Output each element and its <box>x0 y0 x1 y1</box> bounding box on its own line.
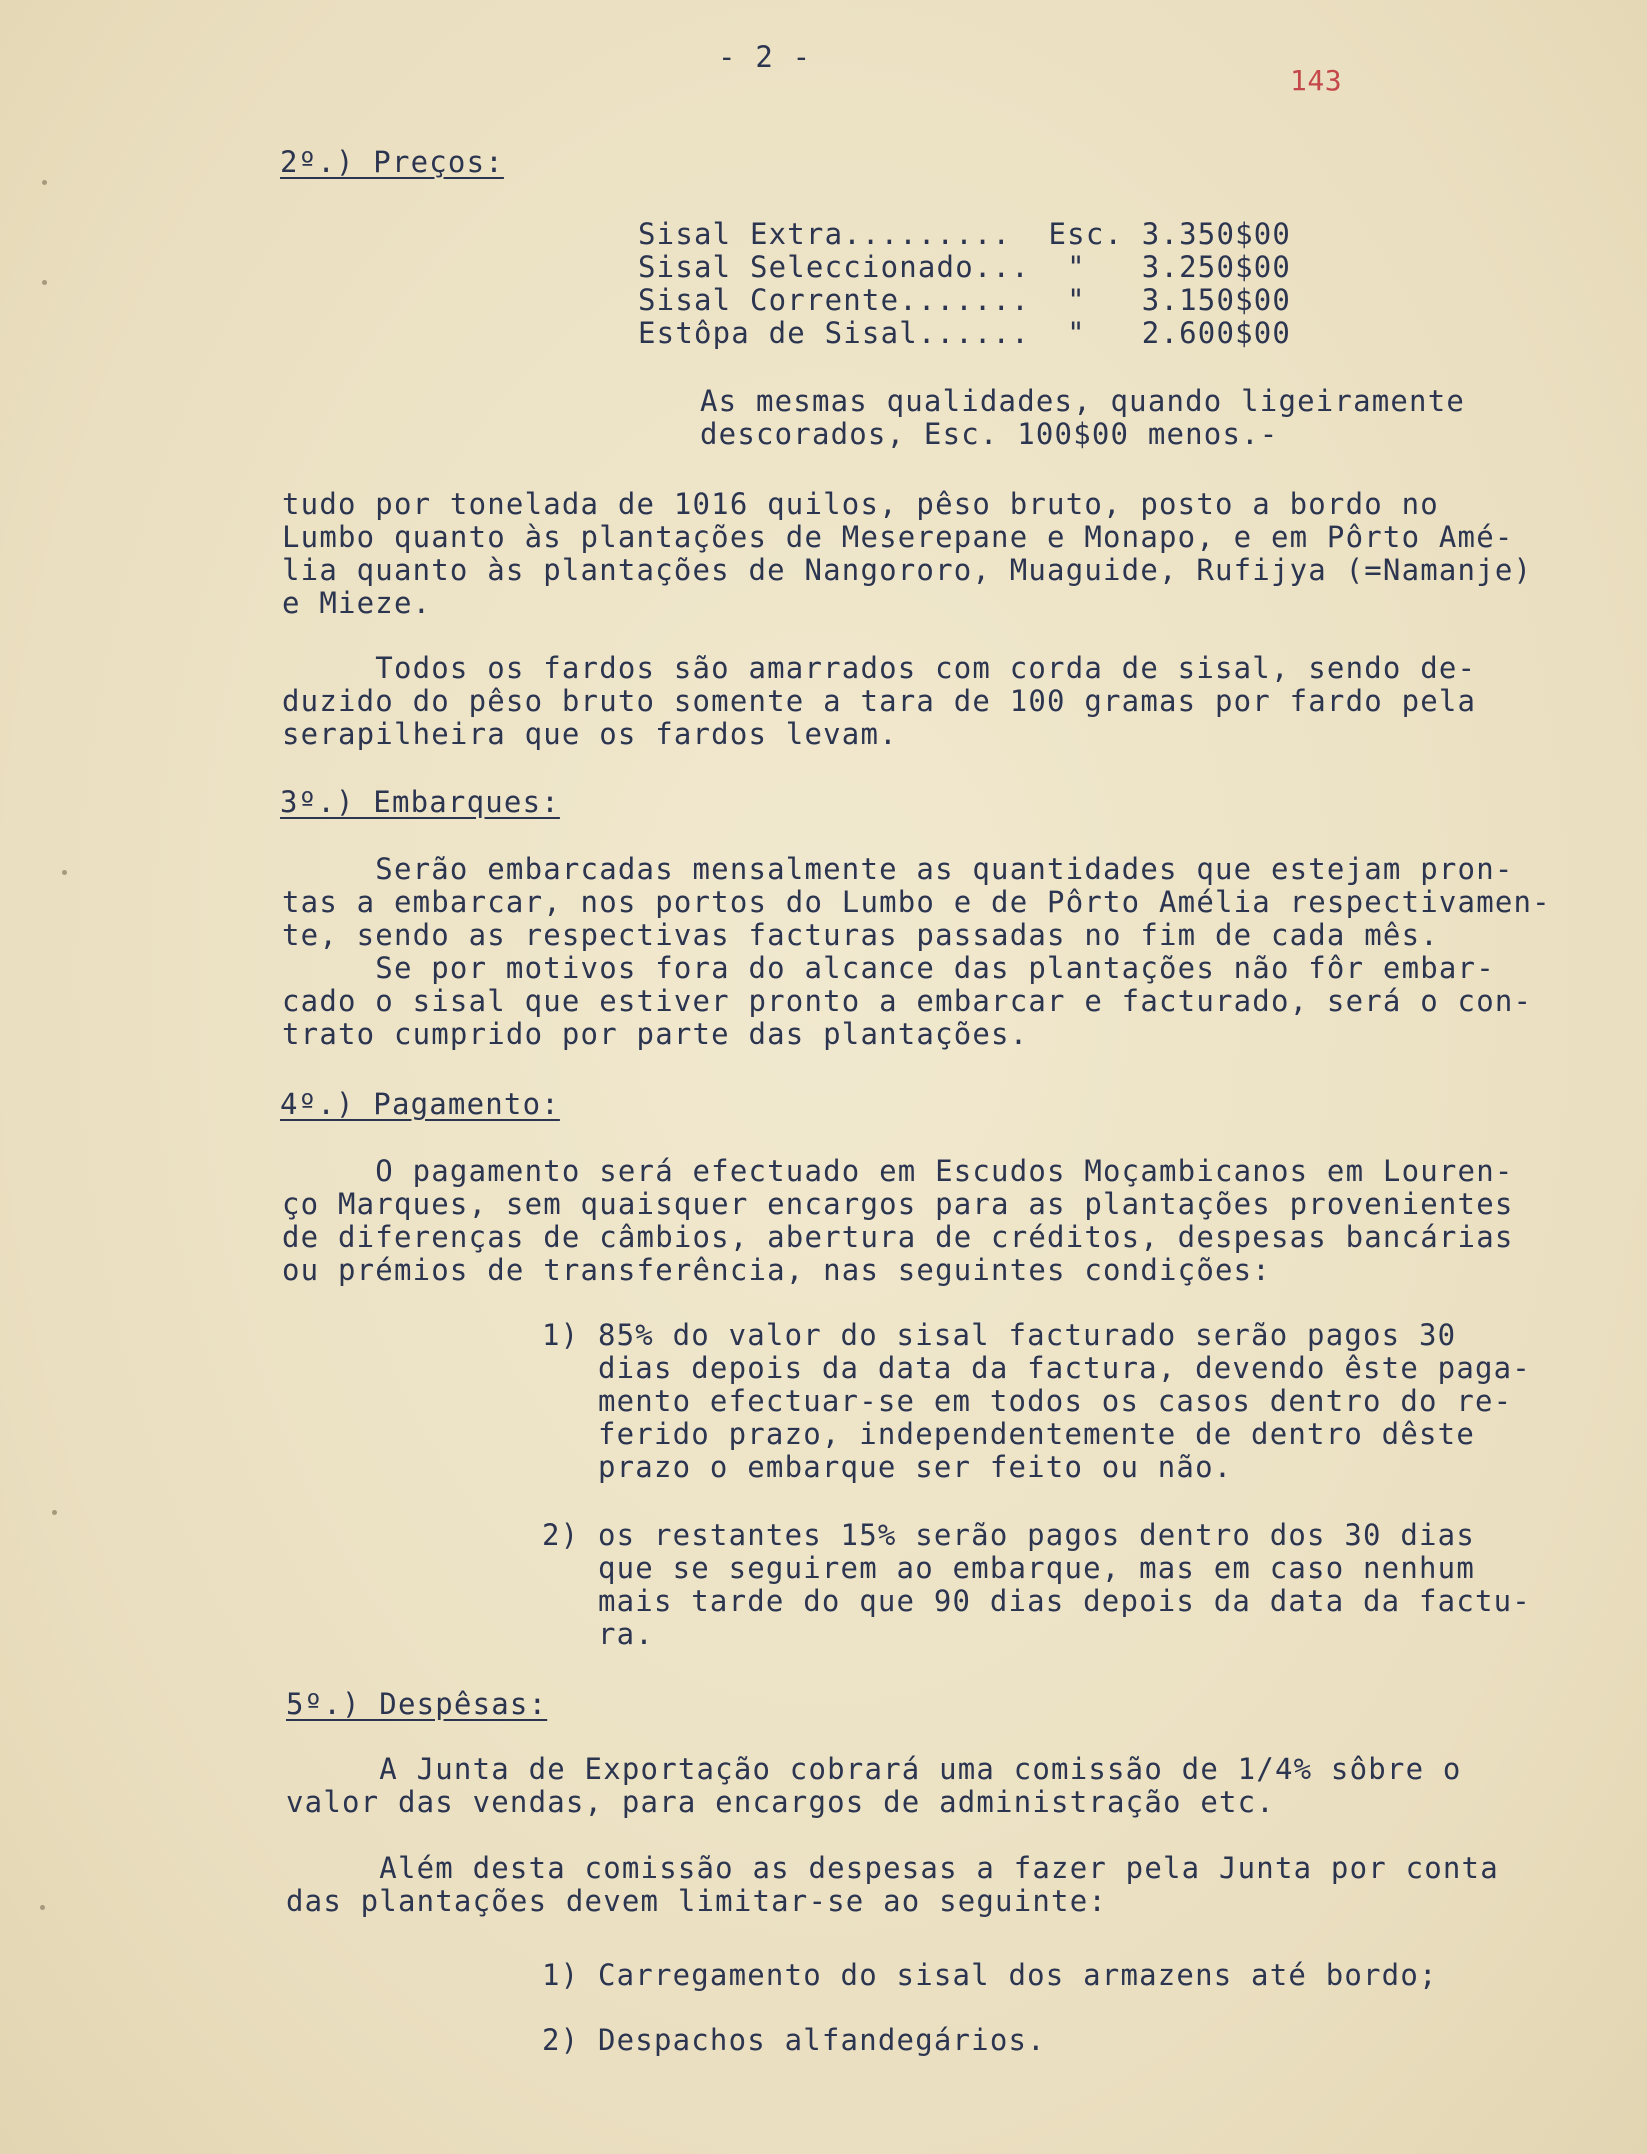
payment-condition-line: ra. <box>542 1617 654 1651</box>
folio-number: 143 <box>1290 64 1343 97</box>
paragraph-line: Além desta comissão as despesas a fazer pela Junta por conta <box>286 1851 1499 1885</box>
section-heading-embarques: 3º.) Embarques: <box>280 785 560 819</box>
price-note-line: As mesmas qualidades, quando ligeiramente <box>700 384 1466 418</box>
punch-hole <box>42 280 47 285</box>
section-heading-precos: 2º.) Preços: <box>280 145 504 179</box>
price-note-line: descorados, Esc. 100$00 menos.- <box>700 417 1279 451</box>
paragraph-line: cado o sisal que estiver pronto a embarcar e facturado, será o con- <box>282 984 1533 1018</box>
paragraph-line: O pagamento será efectuado em Escudos Moçambicanos em Louren- <box>282 1154 1514 1188</box>
paragraph-line: duzido do pêso bruto somente a tara de 100 gramas por fardo pela <box>282 684 1477 718</box>
expense-item: 1) Carregamento do sisal dos armazens até bordo; <box>542 1958 1438 1992</box>
price-row: Estôpa de Sisal...... " 2.600$00 <box>638 316 1292 350</box>
payment-condition-line: mais tarde do que 90 dias depois da data da factu- <box>542 1584 1531 1618</box>
payment-condition-line: 1) 85% do valor do sisal facturado serão pagos 30 <box>542 1318 1457 1352</box>
paragraph-line: te, sendo as respectivas facturas passadas no fim de cada mês. <box>282 918 1439 952</box>
paragraph-line: Se por motivos fora do alcance das plantações não fôr embar- <box>282 951 1495 985</box>
paragraph-line: Lumbo quanto às plantações de Meserepane e Monapo, e em Pôrto Amé- <box>282 520 1514 554</box>
paragraph-line: ou prémios de transferência, nas seguintes condições: <box>282 1253 1271 1287</box>
paragraph-line: valor das vendas, para encargos de administração etc. <box>286 1785 1275 1819</box>
paragraph-line: de diferenças de câmbios, abertura de créditos, despesas bancárias <box>282 1220 1514 1254</box>
paragraph-line: Todos os fardos são amarrados com corda de sisal, sendo de- <box>282 651 1477 685</box>
paragraph-line: tas a embarcar, nos portos do Lumbo e de Pôrto Amélia respectivamen- <box>282 885 1551 919</box>
paragraph-line: trato cumprido por parte das plantações. <box>282 1017 1029 1051</box>
paragraph-line: ço Marques, sem quaisquer encargos para as plantações provenientes <box>282 1187 1514 1221</box>
punch-hole <box>40 1905 45 1910</box>
paragraph-line: lia quanto às plantações de Nangororo, Muaguide, Rufijya (=Namanje) <box>282 553 1533 587</box>
punch-hole <box>52 1510 57 1515</box>
payment-condition-line: mento efectuar-se em todos os casos dentro do re- <box>542 1384 1513 1418</box>
payment-condition-line: que se seguirem ao embarque, mas em caso nenhum <box>542 1551 1475 1585</box>
payment-condition-line: dias depois da data da factura, devendo êste paga- <box>542 1351 1531 1385</box>
paragraph-line: A Junta de Exportação cobrará uma comissão de 1/4% sôbre o <box>286 1752 1462 1786</box>
payment-condition-line: prazo o embarque ser feito ou não. <box>542 1450 1233 1484</box>
paragraph-line: Serão embarcadas mensalmente as quantidades que estejam pron- <box>282 852 1514 886</box>
paragraph-line: serapilheira que os fardos levam. <box>282 717 898 751</box>
paragraph-line: tudo por tonelada de 1016 quilos, pêso bruto, posto a bordo no <box>282 487 1439 521</box>
expense-item: 2) Despachos alfandegários. <box>542 2023 1046 2057</box>
section-heading-despesas: 5º.) Despêsas: <box>286 1687 548 1721</box>
price-row: Sisal Corrente....... " 3.150$00 <box>638 283 1292 317</box>
page-number: - 2 - <box>718 40 812 74</box>
paragraph-line: e Mieze. <box>282 586 432 620</box>
section-heading-pagamento: 4º.) Pagamento: <box>280 1087 560 1121</box>
payment-condition-line: ferido prazo, independentemente de dentro dêste <box>542 1417 1475 1451</box>
price-row: Sisal Extra......... Esc. 3.350$00 <box>638 217 1292 251</box>
punch-hole <box>62 870 67 875</box>
punch-hole <box>42 180 47 185</box>
paragraph-line: das plantações devem limitar-se ao seguinte: <box>286 1884 1108 1918</box>
payment-condition-line: 2) os restantes 15% serão pagos dentro dos 30 dias <box>542 1518 1475 1552</box>
price-row: Sisal Seleccionado... " 3.250$00 <box>638 250 1292 284</box>
